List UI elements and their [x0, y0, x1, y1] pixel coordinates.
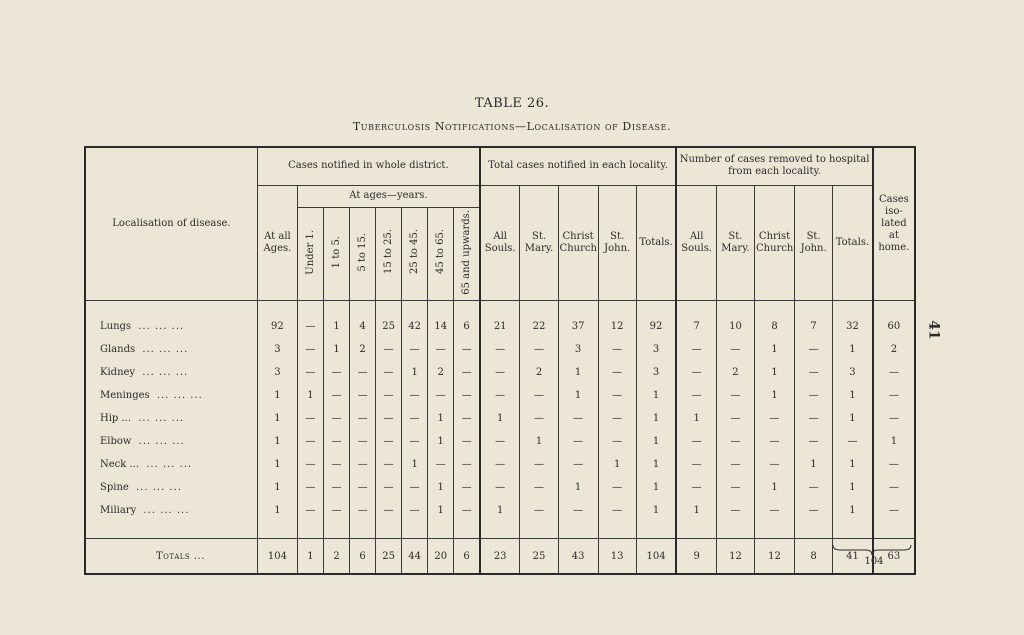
table-cell: — — [795, 476, 833, 499]
table-cell: 1 — [480, 407, 520, 430]
table-cell: — — [833, 430, 873, 453]
table-cell: 1 — [402, 361, 428, 384]
leader-dots: ... ... ... — [136, 482, 182, 494]
spacer-cell — [350, 301, 376, 316]
table-cell: — — [755, 407, 795, 430]
totals-brace — [832, 544, 912, 556]
totals-cell: 104 — [636, 539, 676, 575]
leader-dots: ... ... ... — [142, 367, 189, 379]
table-cell: 1 — [558, 384, 598, 407]
spacer-cell — [795, 522, 833, 539]
header-christ-church: Christ Church — [558, 185, 598, 301]
table-cell: 1 — [558, 476, 598, 499]
table-cell: — — [402, 499, 428, 522]
table-cell: — — [350, 407, 376, 430]
table-cell: 1 — [755, 361, 795, 384]
table-cell: 3 — [558, 338, 598, 361]
table-cell: — — [376, 453, 402, 476]
totals-cell: 104 — [257, 539, 297, 575]
table-cell: — — [428, 453, 454, 476]
table-cell: — — [520, 476, 558, 499]
table-row — [85, 453, 915, 476]
table-cell: 3 — [636, 361, 676, 384]
table-cell: — — [376, 430, 402, 453]
table-cell: 21 — [480, 315, 520, 338]
table-cell: — — [480, 361, 520, 384]
table-cell: — — [350, 453, 376, 476]
table-cell: — — [480, 453, 520, 476]
table-cell: — — [454, 499, 480, 522]
table-cell: 42 — [402, 315, 428, 338]
header-at-ages-years: At ages—years. — [297, 185, 479, 207]
table-cell: — — [297, 476, 323, 499]
table-cell: — — [454, 384, 480, 407]
table-cell: — — [873, 384, 915, 407]
table-cell: 1 — [402, 453, 428, 476]
table-cell: — — [676, 453, 716, 476]
spacer-cell — [454, 522, 480, 539]
spacer-cell — [795, 301, 833, 316]
table-cell: 12 — [598, 315, 636, 338]
table-cell: — — [716, 338, 754, 361]
table-cell: 1 — [297, 384, 323, 407]
table-cell: — — [350, 476, 376, 499]
header-removed-totals: Totals. — [833, 185, 873, 301]
leader-dots: ... ... ... — [138, 413, 185, 425]
table-cell: — — [676, 338, 716, 361]
table-cell: — — [454, 476, 480, 499]
table-cell: — — [755, 430, 795, 453]
table-cell: — — [520, 499, 558, 522]
table-cell: — — [350, 361, 376, 384]
spacer-cell — [676, 522, 716, 539]
totals-cell: 43 — [558, 539, 598, 575]
spacer-cell — [324, 522, 350, 539]
table-cell: 1 — [676, 499, 716, 522]
totals-cell: 63 — [873, 539, 915, 575]
table-cell: — — [716, 407, 754, 430]
table-cell: 6 — [454, 315, 480, 338]
table-cell: — — [676, 384, 716, 407]
header-age-1-to-5: 1 to 5. — [324, 207, 350, 301]
table-cell: 4 — [350, 315, 376, 338]
table-cell: — — [676, 430, 716, 453]
table-cell: — — [297, 361, 323, 384]
table-cell: — — [480, 430, 520, 453]
table-cell: 2 — [716, 361, 754, 384]
table-cell: 1 — [833, 338, 873, 361]
table-cell: — — [454, 361, 480, 384]
totals-cell: 20 — [428, 539, 454, 575]
table-cell: 1 — [833, 453, 873, 476]
table-cell: — — [428, 338, 454, 361]
header-at-all-ages: At all Ages. — [257, 185, 297, 301]
spacer-cell — [480, 522, 520, 539]
table-cell: — — [480, 338, 520, 361]
table-cell: — — [324, 361, 350, 384]
table-cell: — — [480, 476, 520, 499]
table-cell: 1 — [257, 453, 297, 476]
table-cell: 14 — [428, 315, 454, 338]
table-cell: — — [676, 476, 716, 499]
table-cell: 3 — [833, 361, 873, 384]
table-cell: — — [873, 453, 915, 476]
row-localisation — [85, 499, 257, 522]
totals-cell: 41 — [833, 539, 873, 575]
table-cell: 1 — [636, 476, 676, 499]
table-row — [85, 407, 915, 430]
table-cell: 1 — [257, 407, 297, 430]
table-body — [85, 301, 915, 575]
spacer-cell — [324, 301, 350, 316]
table-cell: 1 — [755, 338, 795, 361]
totals-row — [85, 539, 915, 575]
table-cell: 2 — [873, 338, 915, 361]
table-cell: 1 — [755, 384, 795, 407]
row-localisation — [85, 453, 257, 476]
totals-cell: 12 — [755, 539, 795, 575]
header-removed-st-john: St. John. — [795, 185, 833, 301]
table-cell: — — [402, 430, 428, 453]
table-cell: — — [324, 430, 350, 453]
totals-cell: 9 — [676, 539, 716, 575]
spacer-cell — [833, 522, 873, 539]
row-localisation — [85, 407, 257, 430]
table-cell: 2 — [350, 338, 376, 361]
table-cell: — — [873, 407, 915, 430]
header-removed-st-mary: St. Mary. — [716, 185, 754, 301]
spacer-cell — [598, 522, 636, 539]
table-cell: 1 — [480, 499, 520, 522]
table-cell: — — [297, 499, 323, 522]
table-cell: — — [376, 407, 402, 430]
table-row — [85, 384, 915, 407]
table-cell: — — [520, 384, 558, 407]
table-cell: — — [297, 338, 323, 361]
table-cell: — — [795, 338, 833, 361]
table-cell: — — [795, 407, 833, 430]
table-cell: — — [795, 430, 833, 453]
totals-cell: 6 — [454, 539, 480, 575]
table-cell: 1 — [324, 338, 350, 361]
table-cell: 1 — [636, 407, 676, 430]
table-cell: 1 — [558, 361, 598, 384]
row-localisation — [85, 430, 257, 453]
table-cell: 1 — [520, 430, 558, 453]
table-cell: — — [324, 476, 350, 499]
row-localisation — [85, 384, 257, 407]
table-cell: 1 — [636, 499, 676, 522]
totals-cell: 2 — [324, 539, 350, 575]
table-cell: — — [598, 361, 636, 384]
table-cell: — — [716, 430, 754, 453]
table-cell: — — [297, 315, 323, 338]
header-age-65-upwards: 65 and upwards. — [454, 207, 480, 301]
header-removed-all-souls: All Souls. — [676, 185, 716, 301]
row-label: Elbow — [100, 436, 132, 448]
table-subtitle: Tuberculosis Notifications—Localisation of Disease. — [352, 120, 672, 133]
table-cell: — — [428, 384, 454, 407]
header-isolated: Cases iso- lated at home. — [873, 147, 915, 301]
header-age-45-to-65: 45 to 65. — [428, 207, 454, 301]
table-cell: — — [873, 361, 915, 384]
table-cell: — — [795, 361, 833, 384]
spacer-cell — [755, 301, 795, 316]
spacer-cell — [376, 301, 402, 316]
row-label: Hip ... — [100, 413, 132, 425]
tuberculosis-table — [84, 146, 916, 575]
spacer-cell — [755, 522, 795, 539]
table-cell: 1 — [676, 407, 716, 430]
totals-cell: 12 — [716, 539, 754, 575]
header-localisation: Localisation of disease. — [85, 147, 257, 301]
table-cell: — — [324, 407, 350, 430]
table-cell: 25 — [376, 315, 402, 338]
spacer-cell — [636, 522, 676, 539]
table-cell: — — [350, 384, 376, 407]
table-cell: 1 — [598, 453, 636, 476]
spacer-cell — [520, 301, 558, 316]
spacer-cell — [716, 301, 754, 316]
table-cell: — — [598, 384, 636, 407]
table-cell: 2 — [520, 361, 558, 384]
totals-cell: 8 — [795, 539, 833, 575]
table-cell: 1 — [873, 430, 915, 453]
spacer-cell — [873, 301, 915, 316]
table-cell: — — [376, 338, 402, 361]
table-cell: — — [454, 407, 480, 430]
table-cell: — — [676, 361, 716, 384]
table-cell: 92 — [257, 315, 297, 338]
table-cell: 1 — [795, 453, 833, 476]
table-cell: — — [598, 338, 636, 361]
table-cell: — — [520, 453, 558, 476]
spacer-cell — [558, 301, 598, 316]
table-cell: — — [324, 499, 350, 522]
table-cell: 8 — [755, 315, 795, 338]
table-row — [85, 476, 915, 499]
table-cell: — — [480, 384, 520, 407]
table-cell: 7 — [676, 315, 716, 338]
table-cell: — — [297, 453, 323, 476]
spacer-cell — [716, 522, 754, 539]
row-localisation — [85, 476, 257, 499]
spacer-cell — [676, 301, 716, 316]
row-label: Kidney — [100, 367, 136, 379]
table-cell: — — [376, 499, 402, 522]
table-cell: 1 — [833, 384, 873, 407]
leader-dots: ... ... ... — [156, 390, 203, 402]
table-row — [85, 361, 915, 384]
totals-cell: 25 — [376, 539, 402, 575]
header-all-souls: All Souls. — [480, 185, 520, 301]
table-cell: — — [324, 453, 350, 476]
header-st-mary: St. Mary. — [520, 185, 558, 301]
spacer-cell — [428, 522, 454, 539]
spacer-cell — [350, 522, 376, 539]
table-cell: — — [376, 384, 402, 407]
table-cell: — — [795, 384, 833, 407]
table-cell: — — [558, 499, 598, 522]
table-row — [85, 338, 915, 361]
table-cell: 1 — [257, 499, 297, 522]
table-cell: 1 — [428, 430, 454, 453]
spacer-cell — [297, 301, 323, 316]
table-cell: — — [520, 407, 558, 430]
header-age-15-to-25: 15 to 25. — [376, 207, 402, 301]
table-cell: — — [454, 453, 480, 476]
table-cell: 1 — [636, 384, 676, 407]
spacer-cell — [480, 301, 520, 316]
totals-cell: 25 — [520, 539, 558, 575]
table-cell: 1 — [636, 453, 676, 476]
row-label: Spine — [100, 482, 129, 494]
row-label: Glands — [100, 344, 136, 356]
spacer-cell — [85, 301, 257, 316]
header-group-total-locality: Total cases notified in each locality. — [480, 147, 676, 185]
row-label: Miliary — [100, 505, 137, 517]
table-cell: 37 — [558, 315, 598, 338]
spacer-cell — [297, 522, 323, 539]
leader-dots: ... ... ... — [142, 344, 189, 356]
table-cell: — — [520, 338, 558, 361]
totals-cell: 44 — [402, 539, 428, 575]
spacer-cell — [402, 522, 428, 539]
leader-dots: ... ... ... — [138, 321, 185, 333]
table-cell: — — [716, 384, 754, 407]
table-cell: — — [402, 384, 428, 407]
table-cell: — — [402, 407, 428, 430]
table-cell: — — [297, 430, 323, 453]
table-row — [85, 499, 915, 522]
table-cell: — — [558, 407, 598, 430]
table-cell: 3 — [257, 338, 297, 361]
table-cell: — — [324, 384, 350, 407]
table-cell: 2 — [428, 361, 454, 384]
table-cell: 92 — [636, 315, 676, 338]
table-cell: 1 — [833, 499, 873, 522]
table-cell: 1 — [833, 407, 873, 430]
spacer-cell — [636, 301, 676, 316]
row-localisation — [85, 361, 257, 384]
table-cell: 1 — [636, 430, 676, 453]
page-number: 41 — [925, 320, 942, 340]
spacer-cell — [257, 522, 297, 539]
table-cell: 1 — [257, 476, 297, 499]
leader-dots: ... ... ... — [146, 459, 193, 471]
table-cell: — — [376, 361, 402, 384]
spacer-cell — [257, 301, 297, 316]
table-cell: — — [795, 499, 833, 522]
table-cell: — — [873, 476, 915, 499]
header-totals: Totals. — [636, 185, 676, 301]
table-cell: 3 — [257, 361, 297, 384]
table-cell: 22 — [520, 315, 558, 338]
table-cell: 10 — [716, 315, 754, 338]
table-cell: — — [402, 476, 428, 499]
row-label: Lungs — [100, 321, 132, 333]
table-cell: 1 — [257, 430, 297, 453]
brace-total: 104 — [864, 556, 884, 567]
spacer-cell — [520, 522, 558, 539]
row-label: Meninges — [100, 390, 150, 402]
spacer-cell — [558, 522, 598, 539]
table-cell: 1 — [755, 476, 795, 499]
table-cell: — — [598, 430, 636, 453]
table-cell: — — [402, 338, 428, 361]
spacer-cell — [598, 301, 636, 316]
leader-dots: ... ... ... — [138, 436, 185, 448]
table-cell: — — [755, 499, 795, 522]
table-cell: — — [716, 453, 754, 476]
table-cell: 1 — [257, 384, 297, 407]
totals-cell: 13 — [598, 539, 636, 575]
table-cell: 1 — [428, 407, 454, 430]
totals-cell: 1 — [297, 539, 323, 575]
table-row — [85, 315, 915, 338]
table-cell: 32 — [833, 315, 873, 338]
header-st-john: St. John. — [598, 185, 636, 301]
header-removed-christ-church: Christ Church — [755, 185, 795, 301]
row-localisation — [85, 338, 257, 361]
table-cell: — — [598, 476, 636, 499]
spacer-cell — [376, 522, 402, 539]
row-localisation — [85, 315, 257, 338]
table-cell: 1 — [428, 476, 454, 499]
header-group-whole-district: Cases notified in whole district. — [257, 147, 480, 185]
table-cell: 7 — [795, 315, 833, 338]
spacer-cell — [833, 301, 873, 316]
leader-dots: ... ... ... — [143, 505, 190, 517]
table-cell: — — [297, 407, 323, 430]
table-cell: — — [598, 407, 636, 430]
table-title: TABLE 26. — [474, 96, 550, 111]
table-cell: 1 — [428, 499, 454, 522]
spacer-cell — [428, 301, 454, 316]
spacer-cell — [402, 301, 428, 316]
totals-cell: 6 — [350, 539, 376, 575]
table-cell: — — [454, 338, 480, 361]
header-group-removed: Number of cases removed to hospital from each locality. — [676, 147, 872, 185]
table-cell: — — [755, 453, 795, 476]
spacer-cell — [873, 522, 915, 539]
header-age-5-to-15: 5 to 15. — [350, 207, 376, 301]
header-age-under-1: Under 1. — [297, 207, 323, 301]
table-cell: — — [350, 499, 376, 522]
table-cell: 1 — [833, 476, 873, 499]
table-cell: 1 — [324, 315, 350, 338]
table-cell: — — [873, 499, 915, 522]
table-cell: 3 — [636, 338, 676, 361]
spacer-cell — [454, 301, 480, 316]
table-cell: — — [716, 476, 754, 499]
totals-label: Totals ... — [85, 539, 257, 575]
totals-cell: 23 — [480, 539, 520, 575]
table-cell: — — [558, 430, 598, 453]
table-row — [85, 430, 915, 453]
header-age-25-to-45: 25 to 45. — [402, 207, 428, 301]
spacer-cell — [85, 522, 257, 539]
table-cell: — — [454, 430, 480, 453]
table-cell: — — [598, 499, 636, 522]
table-cell: — — [558, 453, 598, 476]
table-cell: 60 — [873, 315, 915, 338]
table-cell: — — [350, 430, 376, 453]
table-cell: — — [376, 476, 402, 499]
row-label: Neck ... — [100, 459, 140, 471]
table-cell: — — [716, 499, 754, 522]
